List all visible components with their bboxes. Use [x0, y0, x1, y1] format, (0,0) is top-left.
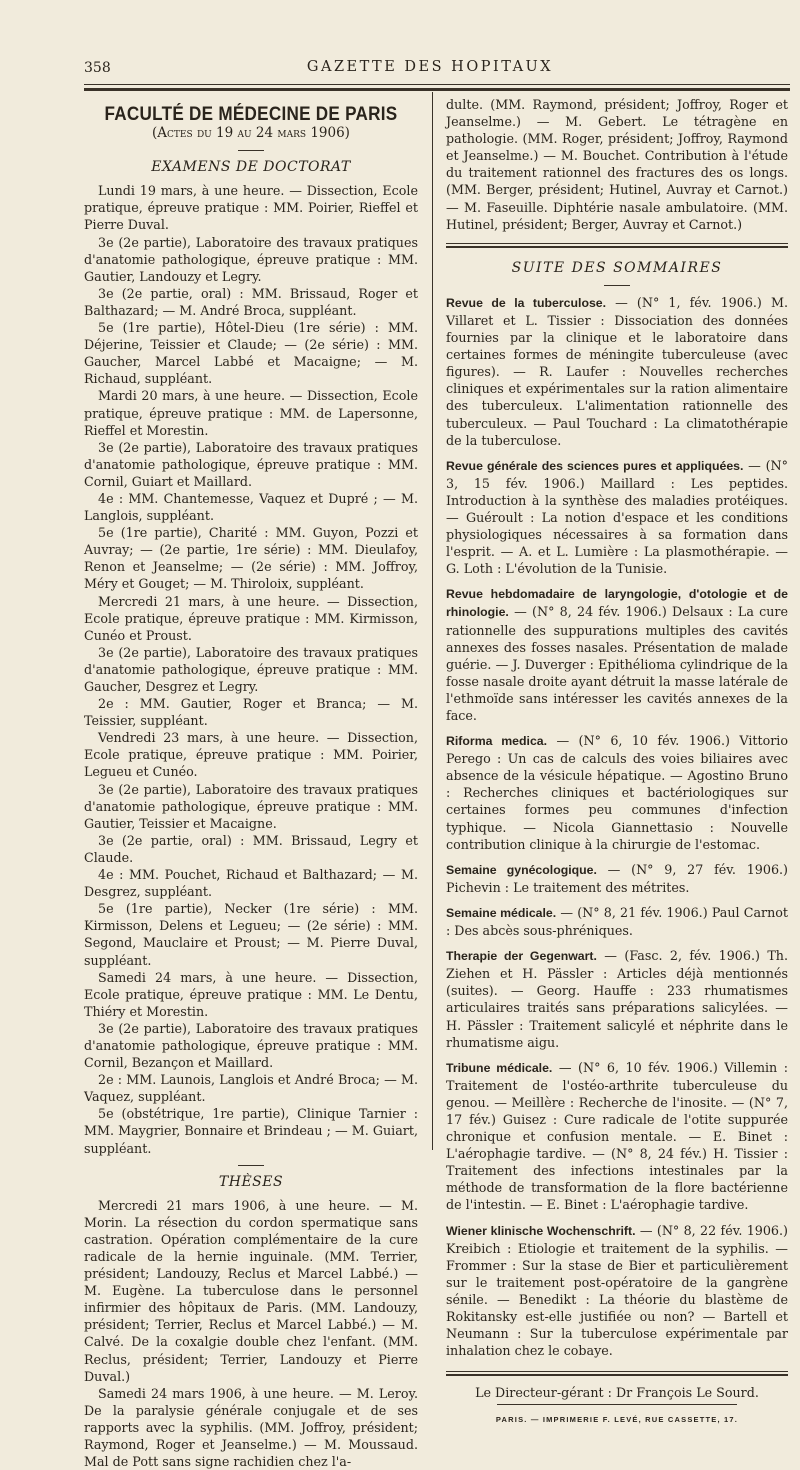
sommaire-entry: [446, 457, 788, 578]
entry-text: — (N° 3, 15 fév. 1906.) Maillard : Les peptides. Introduction à la synthèse des maladies protéiques. — Guéroult : La notion d'espace et les conditions physiologiques nécessaires à sa formation dans l'esprit. — A. et L. Lumière : La plasmothérapie. — G. Loth : L'évolution de la Tunisie.: [446, 457, 788, 577]
header-rule: [84, 84, 790, 85]
director-line: Le Directeur-gérant : Dr François Le Sourd.: [475, 1385, 759, 1401]
thesis-paragraph: Mercredi 21 mars 1906, à une heure. — M. Morin. La résection du cordon spermatique sans castration. Opération complémentaire de la cure radicale de la hernie inguinale. (MM. Terrier, président; Landouzy, Reclus et Marcel Labbé.) — M. Eugène. La tuberculose dans le personnel infirmier des hôpitaux de Paris. (MM. Landouzy, président; Terrier, Reclus et Marcel Labbé.) — M. Calvé. De la coxalgie double chez l'enfant. (MM. Reclus, président; Terrier, Landouzy et Pierre Duval.): [84, 1197, 418, 1384]
sommaire-entry: [446, 1222, 788, 1360]
exam-paragraph: 3e (2e partie), Laboratoire des travaux pratiques d'anatomie pathologique, épreuve pratique : MM. Gautier, Teissier et Macaigne.: [84, 781, 418, 831]
exam-paragraph: 3e (2e partie), Laboratoire des travaux pratiques d'anatomie pathologique, épreuve pratique : MM. Gautier, Landouzy et Legry.: [84, 234, 418, 284]
journal-name: Tribune médicale.: [446, 1060, 553, 1075]
entry-text: — (N° 6, 10 fév. 1906.) Villemin : Traitement de l'ostéo-arthrite tuberculeuse du genou. — Meillère : Recherche de l'inosite. — (N° 7, 17 fév.) Guisez : Cure radicale de l'otite suppurée chronique et confusion mentale. — E. Binet : L'aérophagie tardive. — (N° 8, 24 fév.) H. Tissier : Traitement des infections intestinales par la méthode de transformation de la flore bactérienne de l'intestin. — E. Binet : L'aérophagie tardive.: [446, 1059, 789, 1213]
running-title: GAZETTE DES HOPITAUX: [306, 59, 554, 75]
entry-text: — (N° 8, 21 fév. 1906.) Paul Carnot : Des abcès sous-phréniques.: [446, 904, 788, 939]
journal-name: Revue hebdomadaire de laryngologie, d'otologie et de rhinologie.: [446, 587, 788, 620]
sommaire-entry: [446, 294, 788, 449]
exam-paragraphs: [84, 182, 418, 1156]
short-rule: [604, 285, 630, 286]
exam-paragraph: 5e (1re partie), Hôtel-Dieu (1re série) : MM. Déjerine, Teissier et Claude; — (2e série) : MM. Gaucher, Marcel Labbé et Macaigne; — M. Richaud, suppléant.: [84, 320, 418, 387]
exams-heading: EXAMENS DE DOCTORAT: [151, 159, 351, 176]
exam-paragraph: Vendredi 23 mars, à une heure. — Dissection, Ecole pratique, épreuve pratique : MM. Poirier, Legueu et Cunéo.: [84, 730, 418, 780]
journal-name: Semaine gynécologique.: [446, 862, 597, 877]
theses-heading: THÈSES: [218, 1173, 284, 1190]
right-column: [446, 96, 788, 1428]
acts-subtitle: (Actes du 19 au 24 mars 1906): [152, 125, 350, 142]
sommaire-entry: [446, 585, 788, 724]
sommaire-entry: [446, 732, 788, 853]
sommaire-entry: [446, 1059, 788, 1214]
entry-text: — (N° 9, 27 fév. 1906.) Pichevin : Le traitement des métrites.: [446, 861, 789, 895]
imprint-line: PARIS. — IMPRIMERIE F. LEVÉ, RUE CASSETTE, 17.: [495, 1415, 739, 1425]
exam-paragraph: 3e (2e partie, oral) : MM. Brissaud, Legry et Claude.: [84, 832, 418, 865]
thesis-paragraph: Samedi 24 mars 1906, à une heure. — M. Leroy. De la paralysie générale conjugale et de ses rapports avec la syphilis. (MM. Joffroy, président; Raymond, Roger et Jeanselme.) — M. Moussaud. Mal de Pott sans signe rachidien chez l'a-: [84, 1385, 418, 1470]
short-rule: [238, 1165, 264, 1166]
exam-paragraph: 3e (2e partie, oral) : MM. Brissaud, Roger et Balthazard; — M. André Broca, suppléant.: [84, 285, 418, 318]
journal-name: Semaine médicale.: [446, 905, 557, 920]
exam-paragraph: 5e (obstétrique, 1re partie), Clinique Tarnier : MM. Maygrier, Bonnaire et Brindeau ; — M. Guiart, suppléant.: [84, 1106, 418, 1156]
faculty-title: FACULTÉ DE MÉDECINE DE PARIS: [104, 104, 398, 125]
theses-paragraphs: [84, 1197, 418, 1470]
sommaire-entry: [446, 861, 788, 896]
header-rule-thick: [84, 88, 790, 91]
sommaire-entry: [446, 947, 788, 1051]
sommaires-heading: SUITE DES SOMMAIRES: [511, 259, 723, 276]
exam-paragraph: Lundi 19 mars, à une heure. — Dissection, Ecole pratique, épreuve pratique : MM. Poirier, Rieffel et Pierre Duval.: [84, 183, 418, 233]
exam-paragraph: 3e (2e partie), Laboratoire des travaux pratiques d'anatomie pathologique, épreuve pratique : MM. Gaucher, Desgrez et Legry.: [84, 644, 418, 694]
page-number: 358: [84, 60, 111, 76]
column-divider: [432, 92, 433, 1150]
entry-text: — (N° 1, fév. 1906.) M. Villaret et L. Tissier : Dissociation des données fournies par la clinique et le laboratoire dans certaines formes de méningite tuberculeuse (avec figures). — R. Laufer : Nouvelles recherches cliniques et expérimentales sur la ration alimentaire des tuberculeux. L'alimentation rationnelle des tuberculeux. — Paul Touchard : La climatothérapie de la tuberculose.: [446, 294, 788, 448]
exam-paragraph: 2e : MM. Gautier, Roger et Branca; — M. Teissier, suppléant.: [84, 696, 418, 729]
journal-name: Riforma medica.: [446, 734, 548, 749]
journal-name: Revue générale des sciences pures et appliquées.: [446, 458, 744, 473]
journal-name: Therapie der Gegenwart.: [446, 949, 597, 964]
exam-paragraph: Mardi 20 mars, à une heure. — Dissection, Ecole pratique, épreuve pratique : MM. de Lapersonne, Rieffel et Morestin.: [84, 388, 418, 438]
entry-text: — (Fasc. 2, fév. 1906.) Th. Ziehen et H. Pässler : Articles déjà mentionnés (suites). — Georg. Hauffe : 233 rhumatismes articulaires traités sans préparations salicylées. — H. Pässler : Traitement salicylé et néphrite dans le rhumatisme aigu.: [446, 948, 788, 1050]
exam-paragraph: 5e (1re partie), Necker (1re série) : MM. Kirmisson, Delens et Legueu; — (2e série) : MM. Segond, Mauclaire et Proust; — M. Pierre Duval, suppléant.: [84, 901, 418, 968]
short-rule: [238, 150, 264, 151]
exam-paragraph: 2e : MM. Launois, Langlois et André Broca; — M. Vaquez, suppléant.: [84, 1072, 418, 1105]
sommaire-entry: [446, 904, 788, 939]
exam-paragraph: Samedi 24 mars, à une heure. — Dissection, Ecole pratique, épreuve pratique : MM. Le Dentu, Thiéry et Morestin.: [84, 969, 418, 1019]
left-column: [84, 96, 418, 1470]
exam-paragraph: 4e : MM. Chantemesse, Vaquez et Dupré ; — M. Langlois, suppléant.: [84, 490, 418, 524]
imprint-rule: [497, 1404, 736, 1405]
exam-paragraph: 4e : MM. Pouchet, Richaud et Balthazard; — M. Desgrez, suppléant.: [84, 867, 418, 900]
entry-text: — (N° 8, 22 fév. 1906.) Kreibich : Etiologie et traitement de la syphilis. — Frommer : Sur la stase de Bier et particulièrement sur le traitement post-opératoire de la gangrène sénile. — Benedikt : La théorie du blastème de Rokitansky est-elle justifiée ou non? — Bartell et Neumann : Sur la tuberculose expérimentale par inhalation chez le cobaye.: [446, 1222, 788, 1359]
exam-paragraph: Mercredi 21 mars, à une heure. — Dissection, Ecole pratique, épreuve pratique : MM. Kirmisson, Cunéo et Proust.: [84, 593, 418, 643]
exam-paragraph: 3e (2e partie), Laboratoire des travaux pratiques d'anatomie pathologique, épreuve pratique : MM. Cornil, Guiart et Maillard.: [84, 439, 418, 489]
section-rule: [446, 243, 788, 248]
exam-paragraph: 5e (1re partie), Charité : MM. Guyon, Pozzi et Auvray; — (2e partie, 1re série) : MM. Dieulafoy, Renon et Jeanselme; — (2e série) : MM. Joffroy, Méry et Gouget; — M. Thiroloix, suppléant.: [84, 525, 418, 592]
theses-continuation: dulte. (MM. Raymond, président; Joffroy, Roger et Jeanselme.) — M. Gebert. Le tétragène en pathologie. (MM. Roger, président; Joffroy, Raymond et Jeanselme.) — M. Bouchet. Contribution à l'étude du traitement rationnel des fractures des os longs. (MM. Berger, président; Hutinel, Auvray et Carnot.) — M. Faseuille. Diphtérie nasale ambulatoire. (MM. Hutinel, président; Berger, Auvray et Carnot.): [446, 97, 788, 232]
footer-rule: [446, 1371, 788, 1372]
entry-text: — (N° 8, 24 fév. 1906.) Delsaux : La cure rationnelle des suppurations multiples des cavités annexes des fosses nasales. Présentation de malade guérie. — J. Duverger : Epithélioma cylindrique de la fosse nasale droite ayant détruit la masse latérale de l'ethmoïde sans intéresser les cavités annexes de la face.: [446, 604, 788, 723]
sommaires-entries: [446, 294, 788, 1359]
journal-name: Wiener klinische Wochenschrift.: [446, 1223, 636, 1238]
exam-paragraph: 3e (2e partie), Laboratoire des travaux pratiques d'anatomie pathologique, épreuve pratique : MM. Cornil, Bezançon et Maillard.: [84, 1020, 418, 1071]
journal-name: Revue de la tuberculose.: [446, 295, 607, 310]
footer-rule-thick: [446, 1374, 788, 1376]
entry-text: — (N° 6, 10 fév. 1906.) Vittorio Perego : Un cas de calculs des voies biliaires avec absence de la vésicule hépatique. — Agostino Bruno : Recherches cliniques et bactériologiques sur certaines formes peu communes d'infection typhique. — Nicola Giannettasio : Nouvelle contribution clinique à la chirurgie de l'estomac.: [446, 733, 788, 852]
